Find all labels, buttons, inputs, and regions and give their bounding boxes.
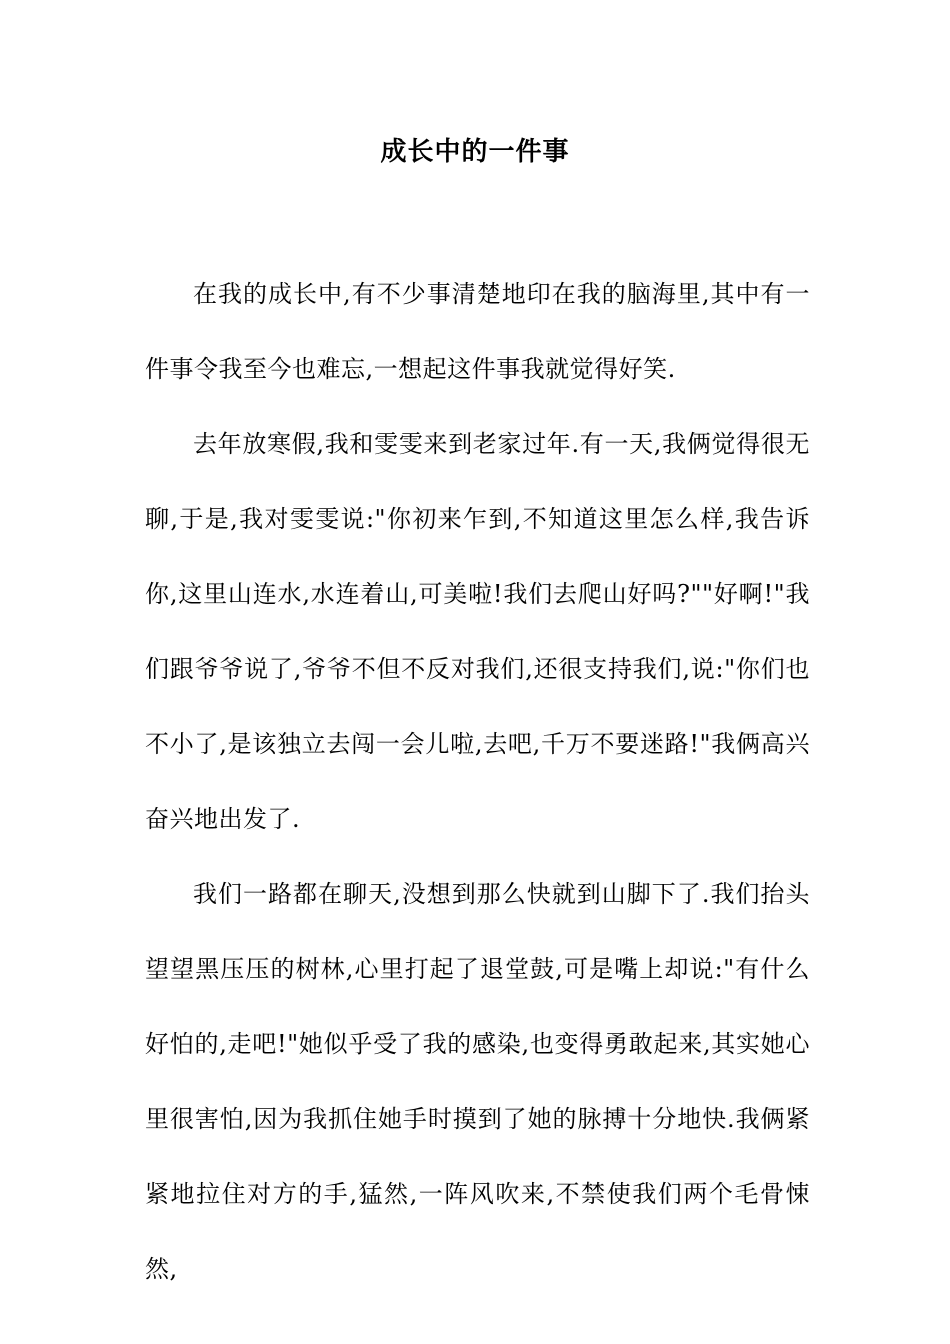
paragraph-1: 在我的成长中,有不少事清楚地印在我的脑海里,其中有一件事令我至今也难忘,一想起这件事我就觉得好笑. [145,280,810,383]
paragraph-3: 我们一路都在聊天,没想到那么快就到山脚下了.我们抬头望望黑压压的树林,心里打起了退堂鼓,可是嘴上却说:"有什么好怕的,走吧!"她似乎受了我的感染,也变得勇敢起来,其实她心里很害怕,因为我抓住她手时摸到了她的脉搏十分地快.我俩紧紧地拉住对方的手,猛然,一阵风吹来,不禁使我们两个毛骨悚然, [145,880,810,1283]
document-title: 成长中的一件事 [380,137,570,167]
document-body [145,257,810,1307]
paragraph-2: 去年放寒假,我和雯雯来到老家过年.有一天,我俩觉得很无聊,于是,我对雯雯说:"你初来乍到,不知道这里怎么样,我告诉你,这里山连水,水连着山,可美啦!我们去爬山好吗?""好啊!"我们跟爷爷说了,爷爷不但不反对我们,还很支持我们,说:"你们也不小了,是该独立去闯一会儿啦,去吧,千万不要迷路!"我俩高兴奋兴地出发了. [145,430,810,833]
